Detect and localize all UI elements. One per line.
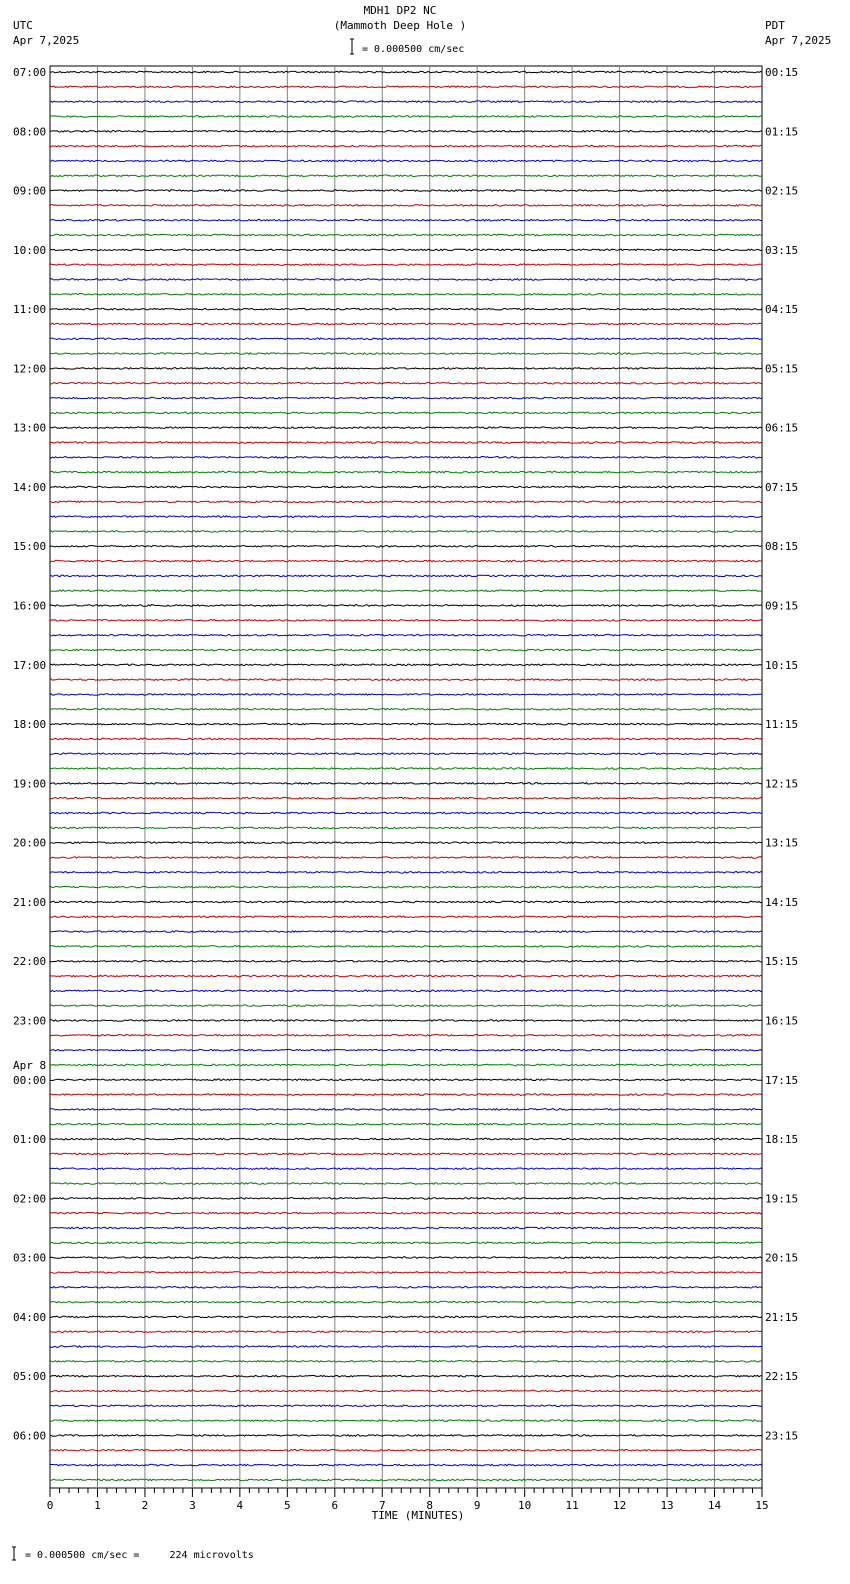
trace-row [50,931,762,933]
trace-row [50,1301,762,1303]
trace-row [50,501,762,503]
trace-row [50,679,762,681]
trace-row [50,886,762,888]
trace-row [50,1109,762,1111]
trace-row [50,664,762,666]
trace-row [50,1420,762,1422]
trace-row [50,1257,762,1259]
x-tick-label: 10 [518,1499,532,1512]
utc-hour-label: 12:00 [13,362,47,376]
x-tick-label: 9 [473,1499,481,1512]
trace-row [50,916,762,918]
utc-hour-label: 22:00 [13,955,47,969]
trace-row [50,1005,762,1007]
trace-row [50,442,762,444]
trace-row [50,516,762,518]
x-tick-label: 0 [46,1499,54,1512]
pdt-hour-label: 21:15 [765,1310,799,1324]
x-tick-label: 14 [707,1499,722,1512]
trace-row [50,368,762,370]
trace-row [50,486,762,488]
trace-row [50,71,762,73]
right-timezone: PDT [765,19,785,32]
trace-row [50,471,762,473]
utc-hour-label: 23:00 [13,1014,47,1028]
trace-row [50,709,762,711]
date-change-label: Apr 8 [13,1058,47,1072]
trace-row [50,264,762,266]
trace-row [50,901,762,903]
trace-row [50,738,762,740]
trace-row [50,175,762,177]
utc-hour-label: 09:00 [13,184,47,198]
trace-row [50,457,762,459]
site-title: (Mammoth Deep Hole ) [333,19,467,32]
trace-row [50,1212,762,1214]
x-tick-label: 12 [612,1499,627,1512]
pdt-hour-label: 00:15 [765,66,799,79]
trace-row [50,1346,762,1348]
trace-row [50,1079,762,1081]
x-tick-label: 3 [189,1499,196,1512]
pdt-hour-label: 06:15 [765,421,799,435]
pdt-hour-label: 02:15 [765,184,799,198]
trace-row [50,1316,762,1318]
pdt-hour-label: 17:15 [765,1073,799,1087]
trace-row [50,812,762,814]
utc-hour-label: 21:00 [13,895,47,909]
trace-row [50,1183,762,1185]
pdt-hour-label: 12:15 [765,777,799,791]
trace-row [50,842,762,844]
trace-row [50,382,762,384]
trace-row [50,560,762,562]
trace-row [50,294,762,296]
trace-row [50,753,762,755]
trace-row [50,116,762,118]
pdt-hour-label: 04:15 [765,303,799,317]
trace-row [50,1331,762,1333]
trace-row [50,531,762,533]
trace-row [50,1405,762,1407]
utc-hour-label: 03:00 [13,1251,47,1265]
trace-row [50,323,762,325]
trace-row [50,1227,762,1229]
pdt-hour-label: 13:15 [765,836,799,850]
trace-row [50,279,762,281]
trace-row [50,353,762,355]
pdt-hour-label: 10:15 [765,658,799,672]
pdt-hour-label: 05:15 [765,362,799,376]
utc-hour-label: 02:00 [13,1192,47,1206]
pdt-hour-label: 11:15 [765,718,799,732]
trace-row [50,412,762,414]
utc-hour-label: 01:00 [13,1133,47,1147]
utc-hour-label: 06:00 [13,1429,47,1443]
trace-row [50,783,762,785]
utc-hour-label: 08:00 [13,125,47,139]
trace-row [50,145,762,147]
x-tick-label: 7 [378,1499,386,1512]
trace-row [50,160,762,162]
left-timezone: UTC [13,19,33,32]
trace-row [50,1094,762,1096]
pdt-hour-label: 07:15 [765,480,799,494]
pdt-hour-label: 16:15 [765,1014,799,1028]
trace-row [50,723,762,725]
utc-hour-label: 11:00 [13,303,47,317]
utc-hour-label: 20:00 [13,836,47,850]
utc-hour-label: 15:00 [13,540,47,554]
pdt-hour-label: 01:15 [765,125,799,139]
trace-row [50,1464,762,1466]
trace-row [50,797,762,799]
x-tick-label: 8 [426,1499,434,1512]
trace-row [50,1138,762,1140]
traces [50,71,762,1481]
utc-hour-label: 10:00 [13,243,47,257]
trace-row [50,1390,762,1392]
utc-hour-label: 13:00 [13,421,47,435]
trace-row [50,1450,762,1452]
utc-hour-label: 19:00 [13,777,47,791]
x-axis-label: TIME (MINUTES) [371,1509,465,1522]
utc-hour-label: 17:00 [13,658,47,672]
trace-row [50,1049,762,1051]
trace-row [50,131,762,133]
trace-row [50,427,762,429]
pdt-hour-label: 23:15 [765,1429,799,1443]
station-title: MDH1 DP2 NC [363,4,437,17]
trace-row [50,338,762,340]
trace-row [50,1123,762,1125]
trace-row [50,190,762,192]
pdt-hour-label: 18:15 [765,1133,799,1147]
trace-row [50,634,762,636]
pdt-hour-label: 15:15 [765,955,799,969]
left-date: Apr 7,2025 [13,34,80,47]
utc-hour-label: 18:00 [13,718,47,732]
trace-row [50,1020,762,1022]
utc-hour-label: 04:00 [13,1310,47,1324]
x-tick-label: 5 [284,1499,291,1512]
trace-row [50,946,762,948]
trace-row [50,308,762,310]
trace-row [50,575,762,577]
right-date: Apr 7,2025 [765,34,832,47]
x-tick-label: 15 [755,1499,769,1512]
x-tick-label: 1 [94,1499,101,1512]
trace-row [50,857,762,859]
utc-hour-label: 07:00 [13,66,47,79]
trace-row [50,590,762,592]
x-tick-label: 11 [565,1499,579,1512]
trace-row [50,694,762,696]
trace-row [50,605,762,607]
trace-row [50,960,762,962]
trace-row [50,1064,762,1066]
trace-row [50,1272,762,1274]
trace-row [50,86,762,88]
x-tick-label: 6 [331,1499,339,1512]
trace-row [50,975,762,977]
trace-row [50,249,762,251]
trace-row [50,1479,762,1481]
trace-row [50,990,762,992]
trace-row [50,1198,762,1200]
trace-row [50,768,762,770]
x-tick-label: 13 [660,1499,674,1512]
utc-hour-label: 00:00 [13,1073,47,1087]
pdt-hour-label: 03:15 [765,243,799,257]
trace-row [50,205,762,207]
trace-row [50,1035,762,1037]
scale-label: = 0.000500 cm/sec [362,44,465,55]
pdt-hour-label: 08:15 [765,540,799,554]
footer-scale-label: = 0.000500 cm/sec = 224 microvolts [25,1550,254,1561]
pdt-hour-label: 09:15 [765,599,799,613]
trace-row [50,1153,762,1155]
trace-row [50,649,762,651]
trace-row [50,234,762,236]
trace-row [50,1168,762,1170]
trace-row [50,397,762,399]
trace-row [50,1435,762,1437]
x-tick-label: 2 [141,1499,149,1512]
trace-row [50,620,762,622]
trace-row [50,872,762,874]
pdt-hour-label: 14:15 [765,895,799,909]
trace-row [50,101,762,103]
trace-row [50,1242,762,1244]
utc-hour-label: 05:00 [13,1370,47,1384]
trace-row [50,1286,762,1288]
x-tick-label: 4 [236,1499,244,1512]
trace-row [50,545,762,547]
utc-hour-label: 16:00 [13,599,47,613]
utc-hour-label: 14:00 [13,480,47,494]
pdt-hour-label: 22:15 [765,1370,799,1384]
pdt-hour-label: 20:15 [765,1251,799,1265]
trace-row [50,1375,762,1377]
trace-row [50,827,762,829]
trace-row [50,1361,762,1363]
trace-row [50,219,762,221]
pdt-hour-label: 19:15 [765,1192,799,1206]
x-axis [47,1488,769,1512]
